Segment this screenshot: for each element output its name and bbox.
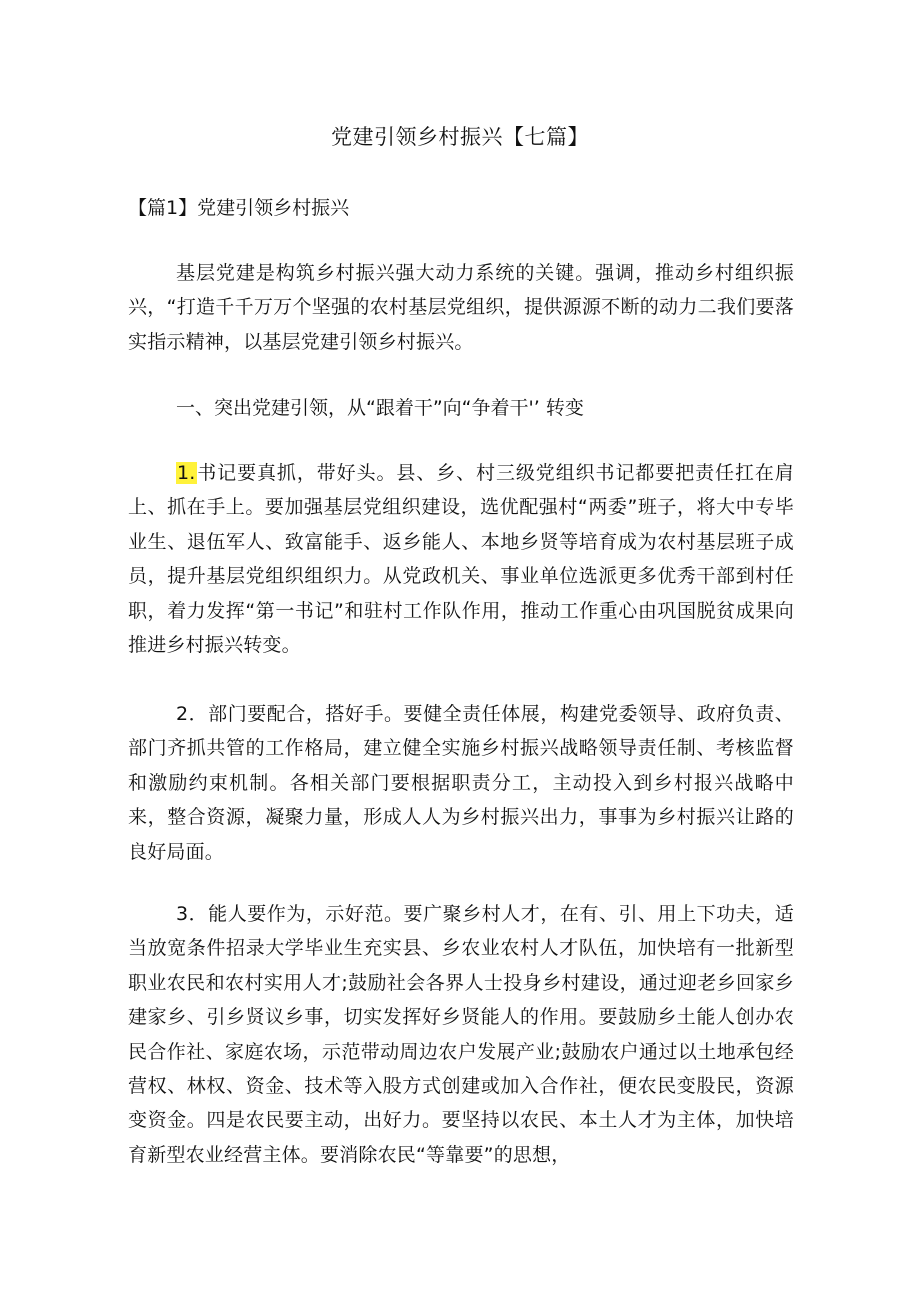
section-heading: 【篇1】党建引领乡村振兴 [128,197,350,219]
highlighted-item-number: 1. [177,462,196,484]
item-1-text: 书记要真抓，带好头。县、乡、村三级党组织书记都要把责任扛在肩上、抓在手上。要加强基层党组织建设，选优配强村“两委”班子，将大中专毕业生、退伍军人、致富能手、返乡能人、本地乡贤等培育成为农村基层班子成员，提升基层党组织组织力。从党政机关、事业单位选派更多优秀干部到村任职，着力发挥“第一书记”和驻村工作队作用，推动工作重心由巩国脱贫成果向推进乡村振兴转变。 [128,462,794,657]
document-title: 党建引领乡村振兴【七篇】 [331,125,589,149]
subheading: 一、突出党建引领，从“跟着干”向“争着干'’ 转变 [176,397,584,419]
intro-paragraph: 基层党建是构筑乡村振兴强大动力系统的关键。强调，推动乡村组织振兴，“打造千千万万个坚强的农村基层党组织，提供源源不断的动力二我们要落实指示精神，以基层党建引领乡村振兴。 [128,262,794,353]
item-3-paragraph: 3．能人要作为，示好范。要广聚乡村人才，在有、引、用上下功夫，适当放宽条件招录大学毕业生充实县、乡农业农村人才队伍，加快培有一批新型职业农民和农村实用人才;鼓励社会各界人士投身乡村建设，通过迎老乡回家乡建家乡、引乡贤议乡事，切实发挥好乡贤能人的作用。要鼓励乡土能人创办农民合作社、家庭农场，示范带动周边农户发展产业;鼓励农户通过以土地承包经营权、林权、资金、技术等入股方式创建或加入合作社，便农民变股民，资源变资金。四是农民要主动，出好力。要坚持以农民、本土人才为主体，加快培育新型农业经营主体。要消除农民“等靠要”的思想， [128,903,794,1166]
item-1-paragraph [128,456,794,662]
item-2-paragraph: 2．部门要配合，搭好手。要健全责任体展，构建党委领导、政府负责、部门齐抓共管的工作格局，建立健全实施乡村振兴战略领导责任制、考核监督和激励约束机制。各相关部门要根据职责分工，主动投入到乡村报兴战略中来，整合资源，凝聚力量，形成人人为乡村振兴出力，事事为乡村振兴让路的良好局面。 [128,703,794,863]
